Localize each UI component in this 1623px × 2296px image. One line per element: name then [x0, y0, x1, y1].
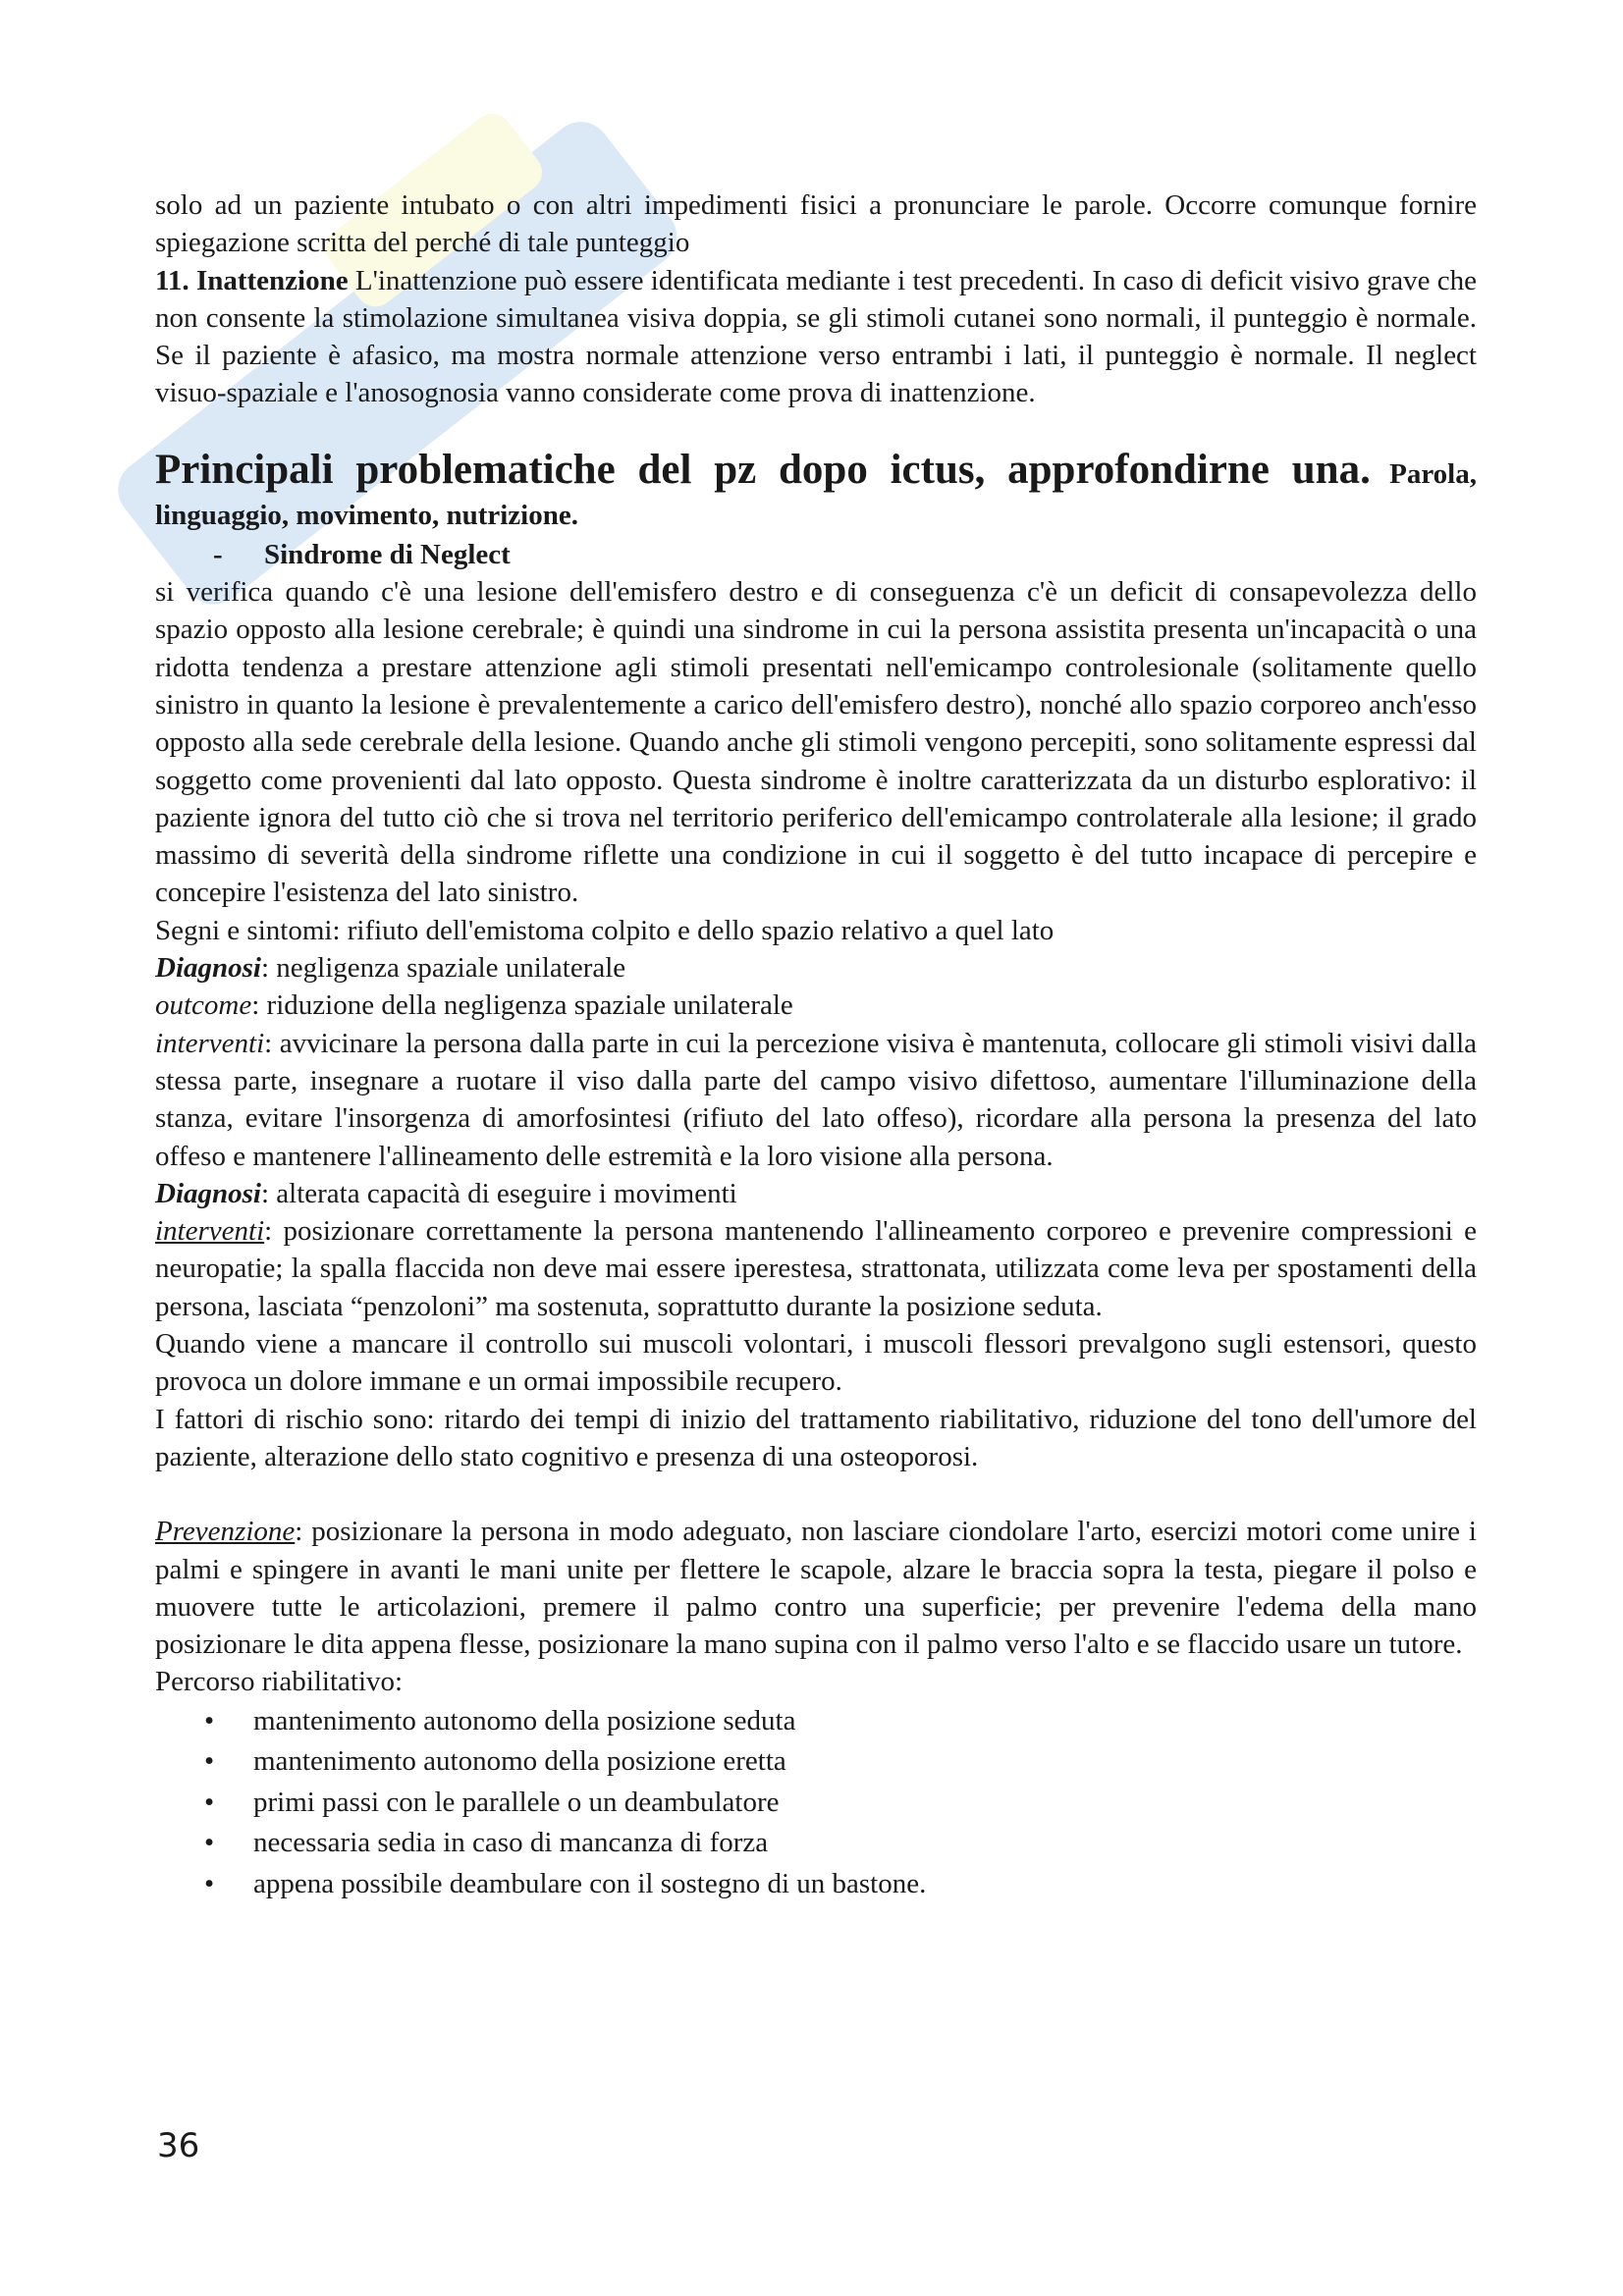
diagnosis-1-text: : negligenza spaziale unilaterale — [260, 952, 626, 985]
item-11-paragraph — [155, 262, 1477, 412]
section-heading-sub: Parola, linguaggio, movimento, nutrizione. — [155, 457, 1477, 531]
outcome-line — [155, 987, 1477, 1024]
diagnosis-2 — [155, 1175, 1477, 1212]
page-number: 36 — [157, 2126, 200, 2165]
signs-paragraph: Segni e sintomi: rifiuto dell'emistoma colpito e dello spazio relativo a quel lato — [155, 914, 1055, 946]
list-item: • primi passi con le parallele o un deambulatore — [155, 1783, 1477, 1824]
interventions-1-text: : avvicinare la persona dalla parte in cui la percezione visiva è mantenuta, collocare gli stimoli visivi dalla stessa parte, insegnare a ruotare il viso dalla parte del campo visivo difettoso, aumentare l'illuminazione della stanza, evitare l'insorgenza di amorfosintesi (rifiuto del lato offeso), ricordare alla persona la presenza del lato offeso e mantenere l'allineamento delle estremità e la loro visione alla persona. — [155, 1027, 1477, 1172]
diagnosis-2-text: : alterata capacità di eseguire i movimenti — [260, 1177, 737, 1209]
outcome-label: outcome — [155, 989, 252, 1022]
list-item: • necessaria sedia in caso di mancanza di forza — [155, 1823, 1477, 1864]
risk-paragraph: I fattori di rischio sono: ritardo dei tempi di inizio del trattamento riabilitativo, riduzione del tono dell'umore del paziente, alterazione dello stato cognitivo e presenza di una osteoporosi. — [155, 1403, 1477, 1472]
bullet-icon: • — [204, 1867, 215, 1899]
interventions-2-text: : posizionare correttamente la persona mantenendo l'allineamento corporeo e prevenire compressioni e neuropatie; la spalla flaccida non deve mai essere iperestesa, strattonata, utilizzata come leva per spostamenti della persona, lasciata “penzoloni” ma sostenuta, soprattutto durante la posizione seduta. — [155, 1215, 1477, 1322]
diagnosis-1-label: Diagnosi — [155, 952, 261, 985]
intro-paragraph: solo ad un paziente intubato o con altri impedimenti fisici a pronunciare le parole. Occorre comunque fornire spiegazione scritta del perché di tale punteggio — [155, 189, 1477, 259]
list-item: • mantenimento autonomo della posizione eretta — [155, 1741, 1477, 1783]
bullet-icon: • — [204, 1704, 215, 1736]
item-11-text: L'inattenzione può essere identificata mediante i test precedenti. In caso di deficit visivo grave che non consente la stimolazione simultanea visiva doppia, se gli stimoli cutanei sono normali, il punteggio è normale. Se il paziente è afasico, ma mostra normale attenzione verso entrambi i lati, il punteggio è normale. Il neglect visuo-spaziale e l'anosognosia vanno considerate come prova di inattenzione. — [155, 264, 1477, 409]
bullet-icon: • — [204, 1745, 215, 1778]
section-heading-main: Principali problematiche del pz dopo ictus, approfondirne una. — [155, 446, 1371, 493]
prevention-label: Prevenzione — [155, 1516, 296, 1548]
control-paragraph: Quando viene a mancare il controllo sui muscoli volontari, i muscoli flessori prevalgono sugli estensori, questo provoca un dolore immane e un ormai impossibile recupero. — [155, 1328, 1477, 1398]
outcome-text: : riduzione della negligenza spaziale unilaterale — [251, 989, 793, 1022]
interventions-1 — [155, 1025, 1477, 1175]
interventions-2 — [155, 1212, 1477, 1325]
neglect-paragraph: si verifica quando c'è una lesione dell'emisfero destro e di conseguenza c'è un deficit di consapevolezza dello spazio opposto alla lesione cerebrale; è quindi una sindrome in cui la persona assistita presenta un'incapacità o una ridotta tendenza a prestare attenzione agli stimoli presentati nell'emicampo controlesionale (solitamente quello sinistro in quanto la lesione è prevalentemente a carico dell'emisfero destro), nonché allo spazio corporeo anch'esso opposto alla sede cerebrale della lesione. Quando anche gli stimoli vengono percepiti, sono solitamente espressi dal soggetto come provenienti dal lato opposto. Questa sindrome è inoltre caratterizzata da un disturbo esplorativo: il paziente ignora del tutto ciò che si trova nel territorio periferico dell'emicampo controlaterale alla lesione; il grado massimo di severità della sindrome riflette una condizione in cui il soggetto è del tutto incapace di percepire e concepire l'esistenza del lato sinistro. — [155, 576, 1477, 909]
prevention-paragraph — [155, 1513, 1477, 1663]
diagnosis-2-label: Diagnosi — [155, 1177, 261, 1209]
bullet-icon: • — [204, 1827, 215, 1859]
diagnosis-1 — [155, 949, 1477, 987]
item-11-label: 11. Inattenzione — [155, 264, 349, 296]
prevention-text: : posizionare la persona in modo adeguato, non lasciare ciondolare l'arto, esercizi motori come unire i palmi e spingere in avanti le mani unite per flettere le scapole, alzare le braccia sopra la testa, piegare il polso e muovere tutte le articolazioni, premere il palmo contro una superficie; per prevenire l'edema della mano posizionare le dita appena flesse, posizionare la mano supina con il palmo verso l'alto e se flaccido usare un tutore. — [155, 1516, 1477, 1661]
subheading-text: Sindrome di Neglect — [264, 538, 511, 570]
list-item: • mantenimento autonomo della posizione seduta — [155, 1701, 1477, 1742]
section-heading — [155, 446, 1477, 536]
document-page — [155, 187, 1477, 1904]
list-item: • appena possibile deambulare con il sostegno di un bastone. — [155, 1864, 1477, 1905]
subheading-dash: - — [213, 538, 223, 570]
interventions-2-label: interventi — [155, 1215, 265, 1248]
interventions-1-label: interventi — [155, 1027, 265, 1059]
subheading-neglect — [155, 536, 1477, 573]
bullet-icon: • — [204, 1786, 215, 1818]
percorso-list — [155, 1701, 1477, 1905]
blank-line — [155, 1475, 1477, 1513]
percorso-title: Percorso riabilitativo: — [155, 1666, 404, 1698]
